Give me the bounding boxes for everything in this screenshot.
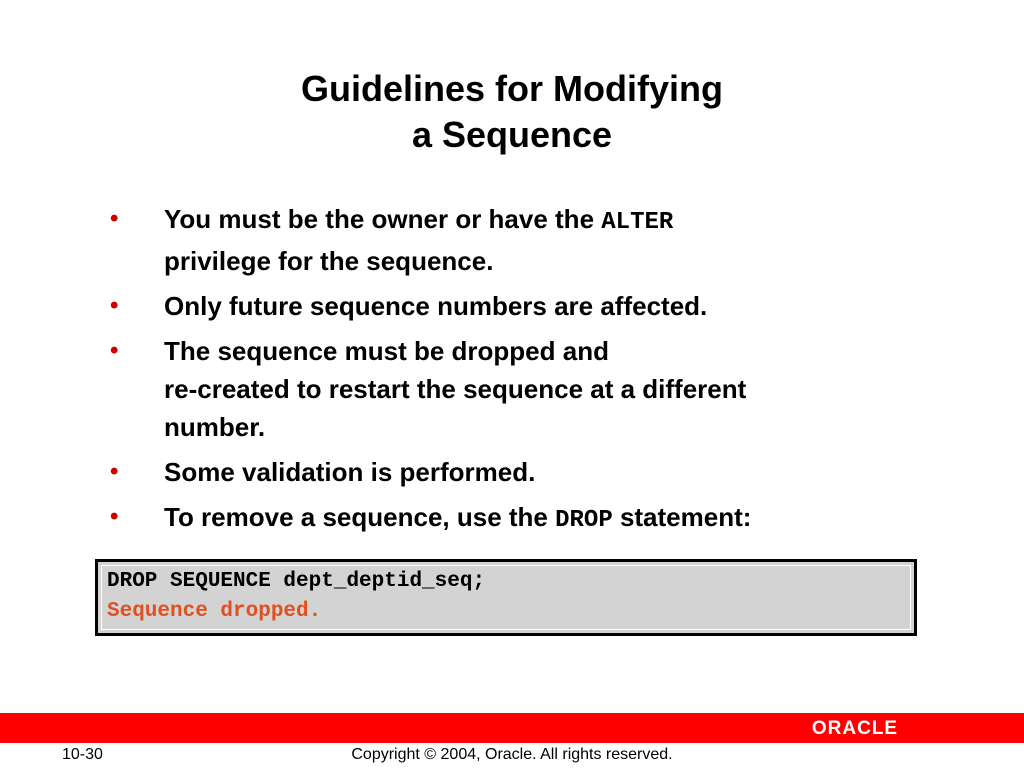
- bullet-text-line-2: privilege for the sequence.: [164, 246, 494, 276]
- bullet-item: [110, 453, 910, 491]
- code-box: [95, 559, 917, 636]
- bullet-item: [110, 287, 910, 325]
- bullet-code: ALTER: [601, 209, 674, 236]
- bullet-text: Some validation is performed.: [164, 457, 536, 487]
- oracle-logo-text: ORACLE: [811, 718, 899, 738]
- slide-title-line-2: a Sequence: [411, 114, 613, 155]
- bullet-text: Only future sequence numbers are affected.: [164, 291, 708, 321]
- slide-title-line-1: Guidelines for Modifying: [301, 68, 723, 109]
- bullet-text-after: statement:: [612, 502, 752, 532]
- bullet-icon: •: [110, 292, 119, 319]
- bullet-icon: •: [110, 458, 119, 485]
- bullet-text: You must be the owner or have the: [164, 204, 602, 234]
- bullet-text: To remove a sequence, use the: [164, 502, 556, 532]
- bullet-item: [110, 200, 910, 280]
- oracle-logo-icon: [792, 718, 918, 738]
- bullet-icon: •: [110, 205, 119, 232]
- code-result: Sequence dropped.: [107, 600, 322, 623]
- bullet-text-line-2: re-created to restart the sequence at a different: [164, 374, 747, 404]
- code-statement: DROP SEQUENCE dept_deptid_seq;: [107, 570, 486, 593]
- copyright-text: Copyright © 2004, Oracle. All rights reserved.: [351, 746, 673, 763]
- bullet-item: [110, 332, 910, 446]
- bullet-list: [110, 200, 910, 547]
- bullet-icon: •: [110, 337, 119, 364]
- bullet-code: DROP: [555, 507, 613, 534]
- slide-number: 10-30: [62, 746, 103, 763]
- bullet-text: The sequence must be dropped and: [164, 336, 609, 366]
- bullet-text-line-3: number.: [164, 412, 266, 442]
- oracle-logo: [792, 718, 918, 738]
- bullet-item: [110, 498, 910, 540]
- slide-title: [0, 66, 1024, 158]
- bullet-icon: •: [110, 503, 119, 530]
